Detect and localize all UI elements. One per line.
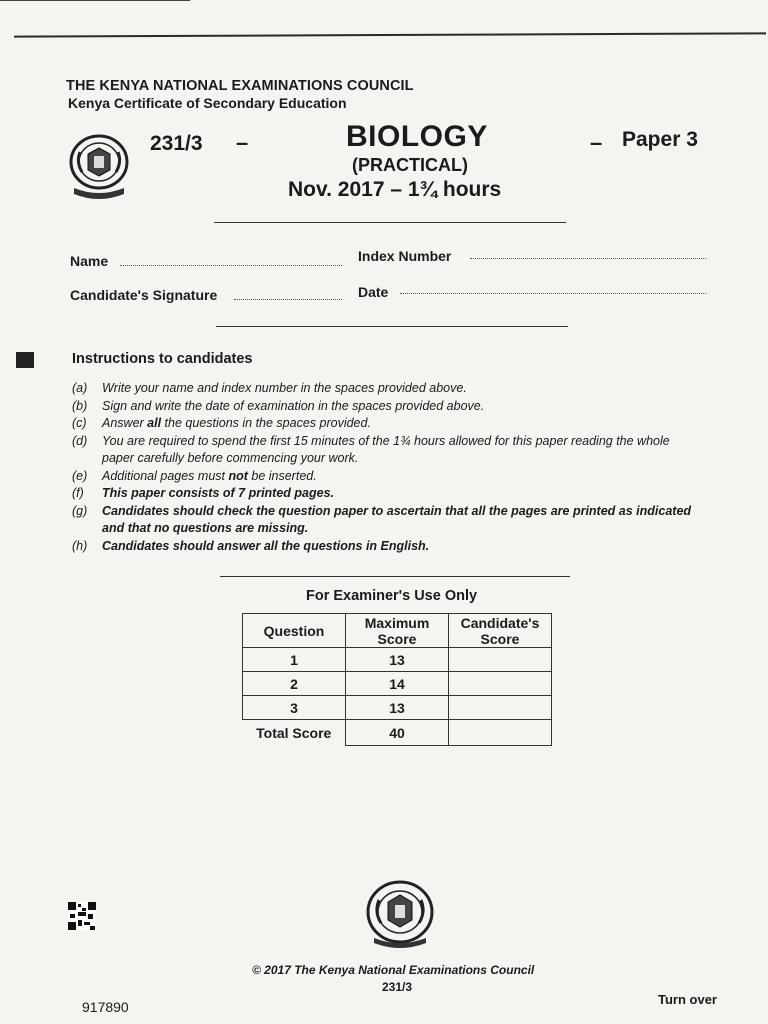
instruction-item: (g) Candidates should check the question paper to ascertain that all the pages are printed as indicated and that no questions are missing.	[72, 503, 692, 535]
instruction-item: (f) This paper consists of 7 printed pages.	[72, 486, 334, 500]
date-field[interactable]	[400, 284, 706, 294]
candidate-score-cell[interactable]	[449, 672, 552, 696]
table-row: 1 13	[243, 648, 552, 672]
header-candidate-score: Candidate's Score	[449, 614, 552, 648]
total-candidate-score[interactable]	[449, 720, 552, 746]
signature-field[interactable]	[234, 290, 342, 300]
candidate-score-cell[interactable]	[449, 648, 552, 672]
date-label: Date	[358, 284, 389, 300]
header-max-score: Maximum Score	[346, 614, 449, 648]
index-number-field[interactable]	[470, 249, 706, 259]
top-rule	[14, 32, 766, 37]
serial-number: 917890	[82, 999, 129, 1015]
exam-date-duration: Nov. 2017 – 1¾ hours	[288, 178, 502, 201]
name-label: Name	[70, 253, 109, 269]
instruction-item: (c) Answer all the questions in the spaces provided.	[72, 416, 371, 430]
subject-subtitle: (PRACTICAL)	[352, 155, 468, 175]
score-table	[242, 613, 552, 746]
paper-number: Paper 3	[622, 128, 698, 151]
instruction-item: (b) Sign and write the date of examination in the spaces provided above.	[72, 398, 485, 413]
examiner-table-title: For Examiner's Use Only	[306, 588, 478, 604]
instructions-title: Instructions to candidates	[72, 351, 253, 367]
barcode-icon	[68, 902, 96, 930]
divider-top	[214, 222, 566, 223]
index-number-label: Index Number	[358, 248, 452, 264]
total-score-label: Total Score	[256, 724, 332, 741]
divider-bottom	[220, 576, 570, 577]
table-row: 3 13	[243, 696, 552, 720]
name-field[interactable]	[120, 256, 342, 266]
copyright-notice: © 2017 The Kenya National Examinations Council	[252, 963, 535, 977]
divider-middle	[216, 326, 568, 327]
instruction-item: (d) You are required to spend the first 15 minutes of the 1¾ hours allowed for this paper reading the whole paper carefully before commencing your work.	[72, 433, 670, 465]
signature-label: Candidate's Signature	[70, 287, 218, 303]
total-max-score: 40	[346, 720, 449, 746]
instruction-item: (h) Candidates should answer all the questions in English.	[72, 538, 430, 553]
instruction-item: (a) Write your name and index number in the spaces provided above.	[72, 381, 467, 395]
council-name: THE KENYA NATIONAL EXAMINATIONS COUNCIL	[66, 78, 414, 94]
top-edge-line	[0, 0, 190, 1]
instruction-item: (e) Additional pages must not be inserted.	[72, 468, 317, 483]
table-total-row	[243, 720, 552, 746]
coat-of-arms-icon	[66, 132, 132, 204]
certificate-name: Kenya Certificate of Secondary Education	[68, 95, 347, 111]
dash-left: –	[236, 130, 249, 155]
footer-paper-code: 231/3	[382, 980, 413, 994]
margin-registration-mark	[16, 352, 34, 368]
instructions-list	[72, 380, 692, 555]
candidate-score-cell[interactable]	[449, 696, 552, 720]
subject-title: BIOLOGY	[346, 120, 488, 153]
paper-code: 231/3	[150, 132, 203, 155]
dash-right: –	[590, 130, 603, 155]
header-question: Question	[243, 614, 346, 648]
coat-of-arms-footer-icon	[364, 878, 436, 950]
table-row: 2 14	[243, 672, 552, 696]
turn-over-label: Turn over	[658, 992, 717, 1007]
table-header-row	[243, 614, 552, 648]
